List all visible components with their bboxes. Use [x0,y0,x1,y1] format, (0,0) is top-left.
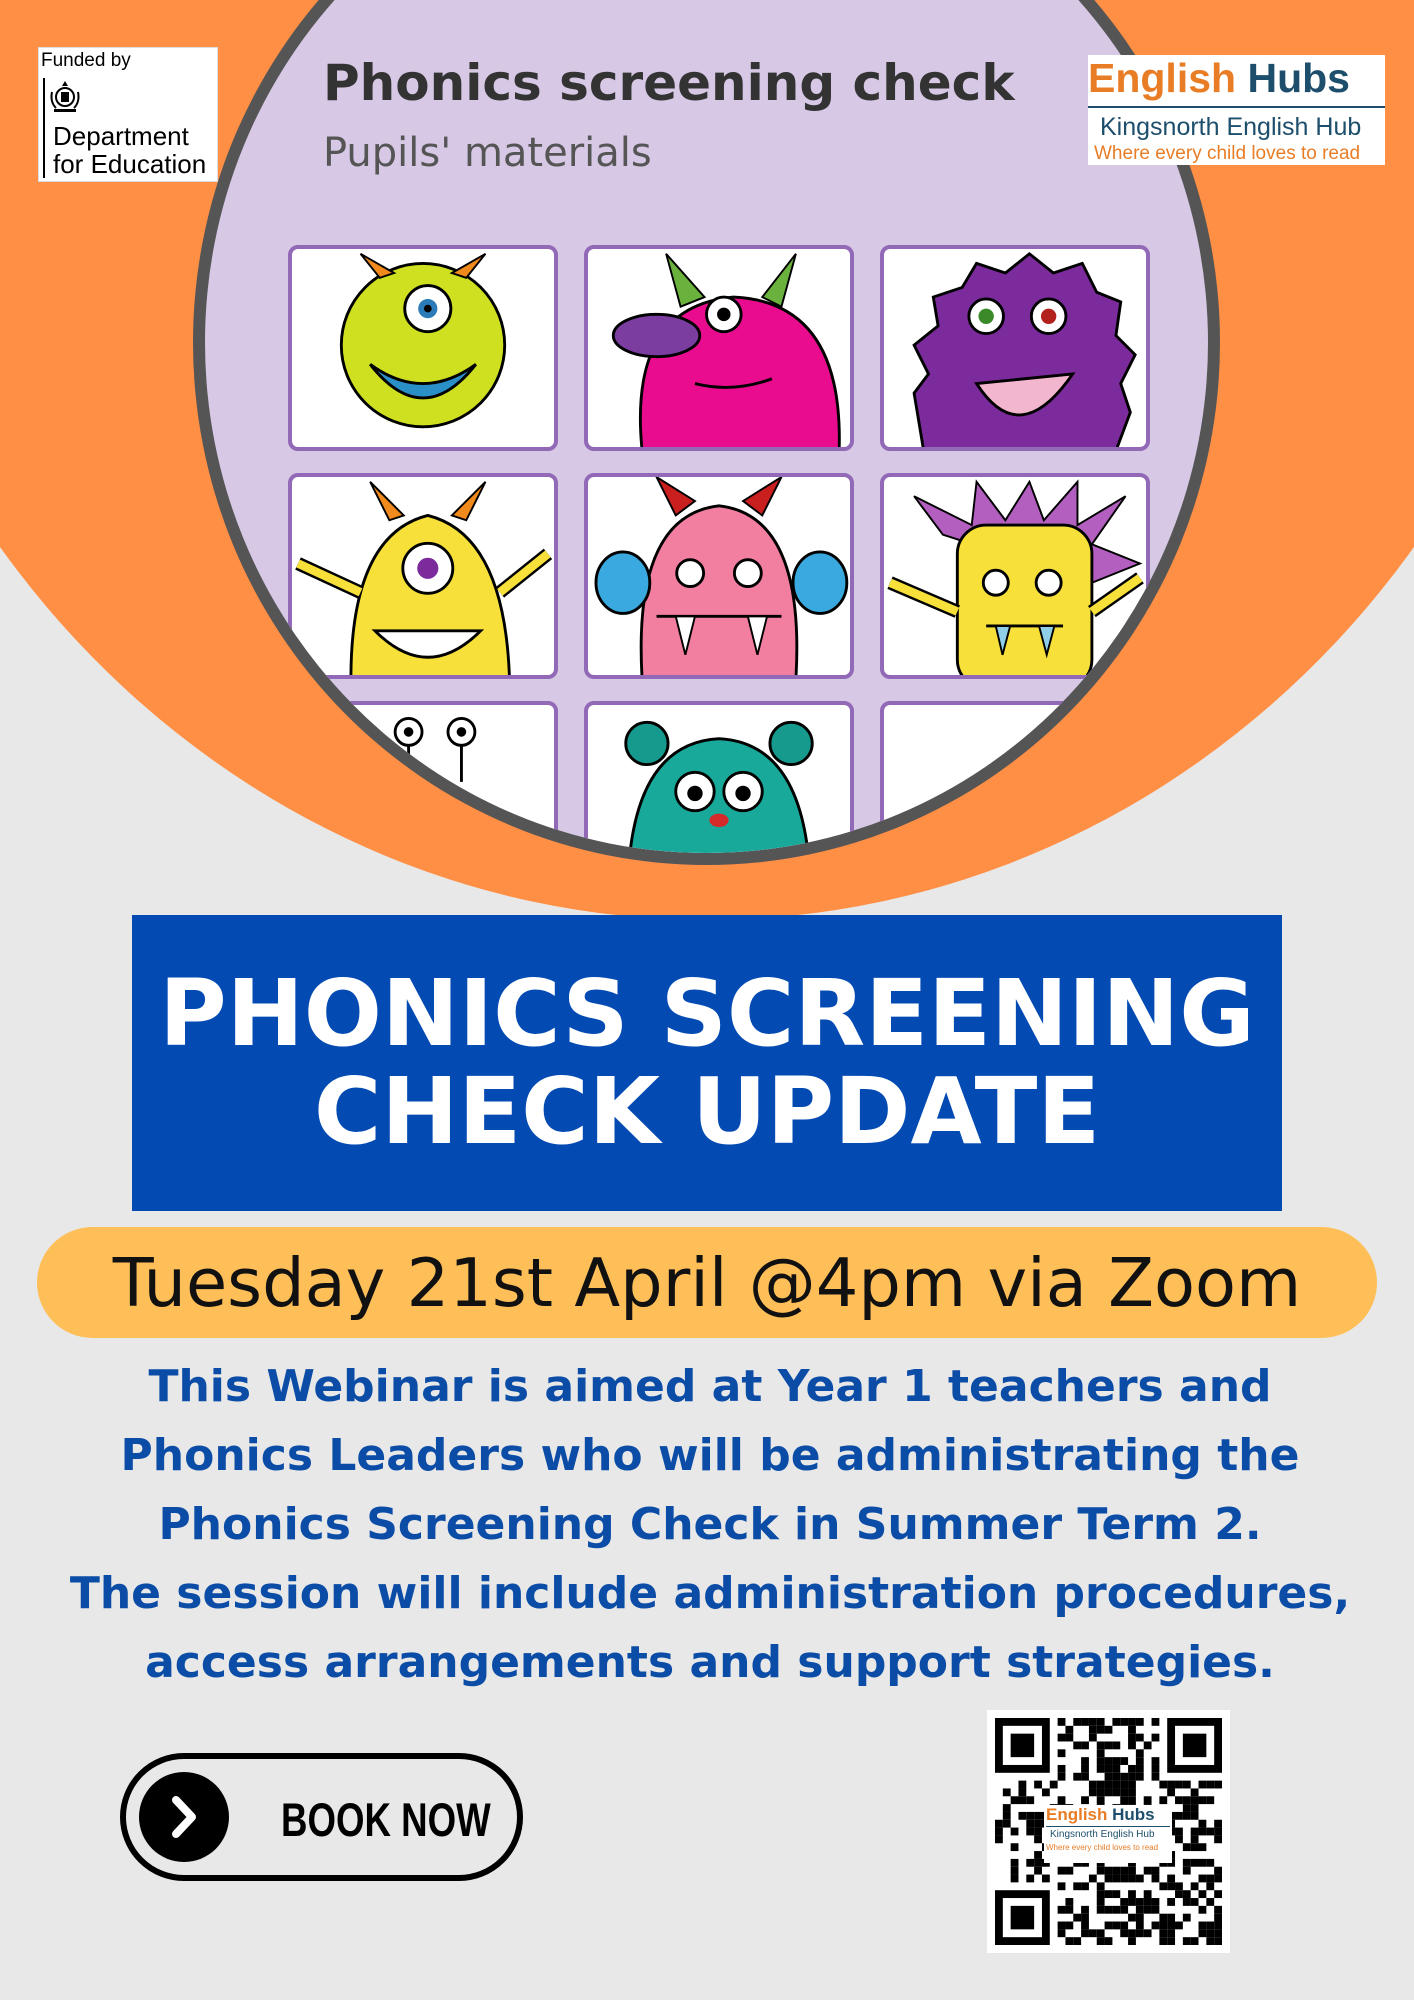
monster-pink-fanged [584,473,854,679]
qr-logo-tagline: Where every child loves to read [1046,1843,1159,1852]
qr-logo-rule [1046,1826,1170,1827]
event-date-pill [37,1227,1377,1338]
description [40,1352,1380,1697]
description-line: This Webinar is aimed at Year 1 teachers and [148,1361,1272,1412]
title-banner [132,915,1282,1211]
monster-yellow-spiky [880,473,1150,679]
hero-image [193,0,1220,865]
monster-white-eyestalks [288,701,558,865]
monster-pink-horned [584,245,854,451]
qr-logo-hub-name: Kingsnorth English Hub [1050,1829,1155,1840]
monster-yellow-cyclops [288,473,558,679]
hub-logo-rule [1088,106,1385,108]
monster-teal-bear [584,701,854,865]
hub-name: Kingsnorth English Hub [1100,113,1362,141]
funded-by-label: Funded by [41,50,131,71]
banner-title-line1: PHONICS SCREENING [159,960,1255,1067]
description-line: Phonics Leaders who will be administrating the [120,1430,1300,1481]
qr-center-logo [1044,1805,1172,1863]
english-hubs-logo [1088,55,1385,165]
book-now-button[interactable] [120,1753,523,1881]
book-now-label: BOOK NOW [281,1793,491,1846]
hero-title: Phonics screening check [323,54,1015,112]
dfe-logo [38,47,218,182]
event-date-text: Tuesday 21st April @4pm via Zoom [112,1243,1302,1322]
department-name: Department for Education [53,121,207,179]
hub-tagline: Where every child loves to read [1094,143,1361,164]
monster-grid [288,245,1150,865]
description-line: access arrangements and support strategies. [145,1637,1275,1688]
banner-title-line2: CHECK UPDATE [313,1058,1101,1165]
royal-crest-icon [48,78,82,114]
description-line: Phonics Screening Check in Summer Term 2. [158,1499,1262,1550]
monster-navy-partial [880,701,1150,865]
chevron-right-icon [139,1772,229,1862]
hub-logo-wordmark: English Hubs [1088,55,1350,101]
description-line: The session will include administration procedures, [69,1568,1351,1619]
qr-code[interactable] [987,1710,1230,1953]
hero-subtitle: Pupils' materials [323,130,652,176]
logo-divider [43,78,45,178]
qr-logo-wordmark: English Hubs [1046,1805,1155,1824]
monster-lime-cyclops [288,245,558,451]
monster-purple-furry [880,245,1150,451]
